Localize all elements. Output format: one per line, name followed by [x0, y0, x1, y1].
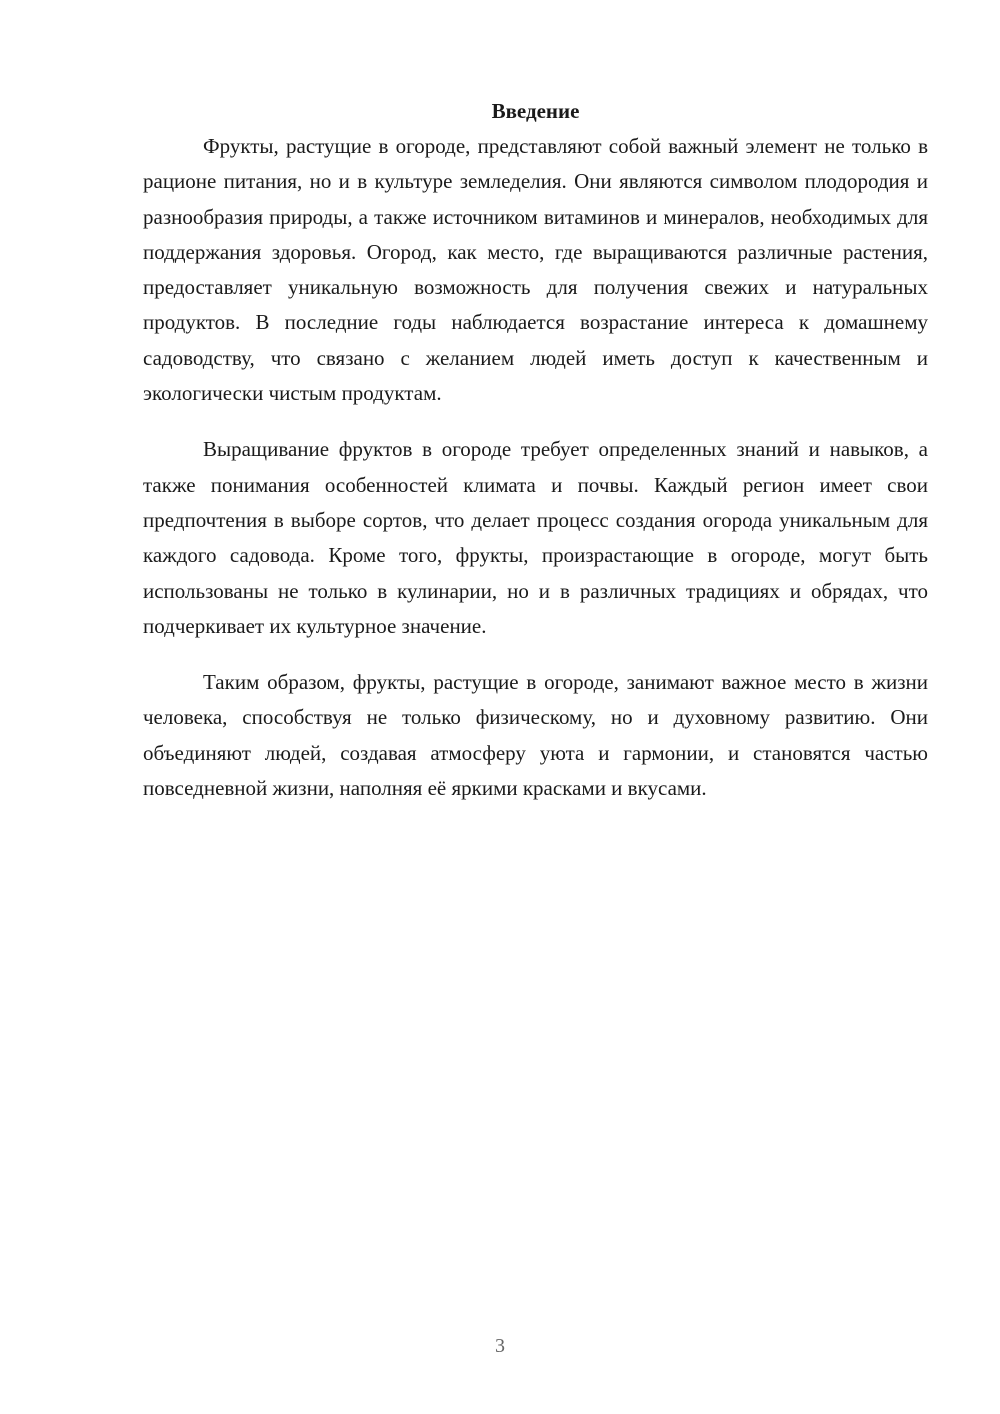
section-title: Введение	[491, 99, 580, 123]
page-content	[143, 94, 928, 827]
paragraph-2: Выращивание фруктов в огороде требует определенных знаний и навыков, а также понимания особенностей климата и почвы. Каждый регион имеет свои предпочтения в выборе сортов, что делает процесс создания огорода уникальным для каждого садовода. Кроме того, фрукты, произрастающие в огороде, могут быть использованы не только в кулинарии, но и в различных традициях и обрядах, что подчеркивает их культурное значение.	[143, 437, 928, 638]
paragraph-3: Таким образом, фрукты, растущие в огороде, занимают важное место в жизни человека, способствуя не только физическому, но и духовному развитию. Они объединяют людей, создавая атмосферу уюта и гармонии, и становятся частью повседневной жизни, наполняя её яркими красками и вкусами.	[143, 670, 928, 801]
page-number: 3	[495, 1335, 505, 1357]
paragraph-1: Фрукты, растущие в огороде, представляют собой важный элемент не только в рационе питания, но и в культуре земледелия. Они являются символом плодородия и разнообразия природы, а также источником витаминов и минералов, необходимых для поддержания здоровья. Огород, как место, где выращиваются различные растения, предоставляет уникальную возможность для получения свежих и натуральных продуктов. В последние годы наблюдается возрастание интереса к домашнему садоводству, что связано с желанием людей иметь доступ к качественным и экологически чистым продуктам.	[143, 134, 928, 406]
